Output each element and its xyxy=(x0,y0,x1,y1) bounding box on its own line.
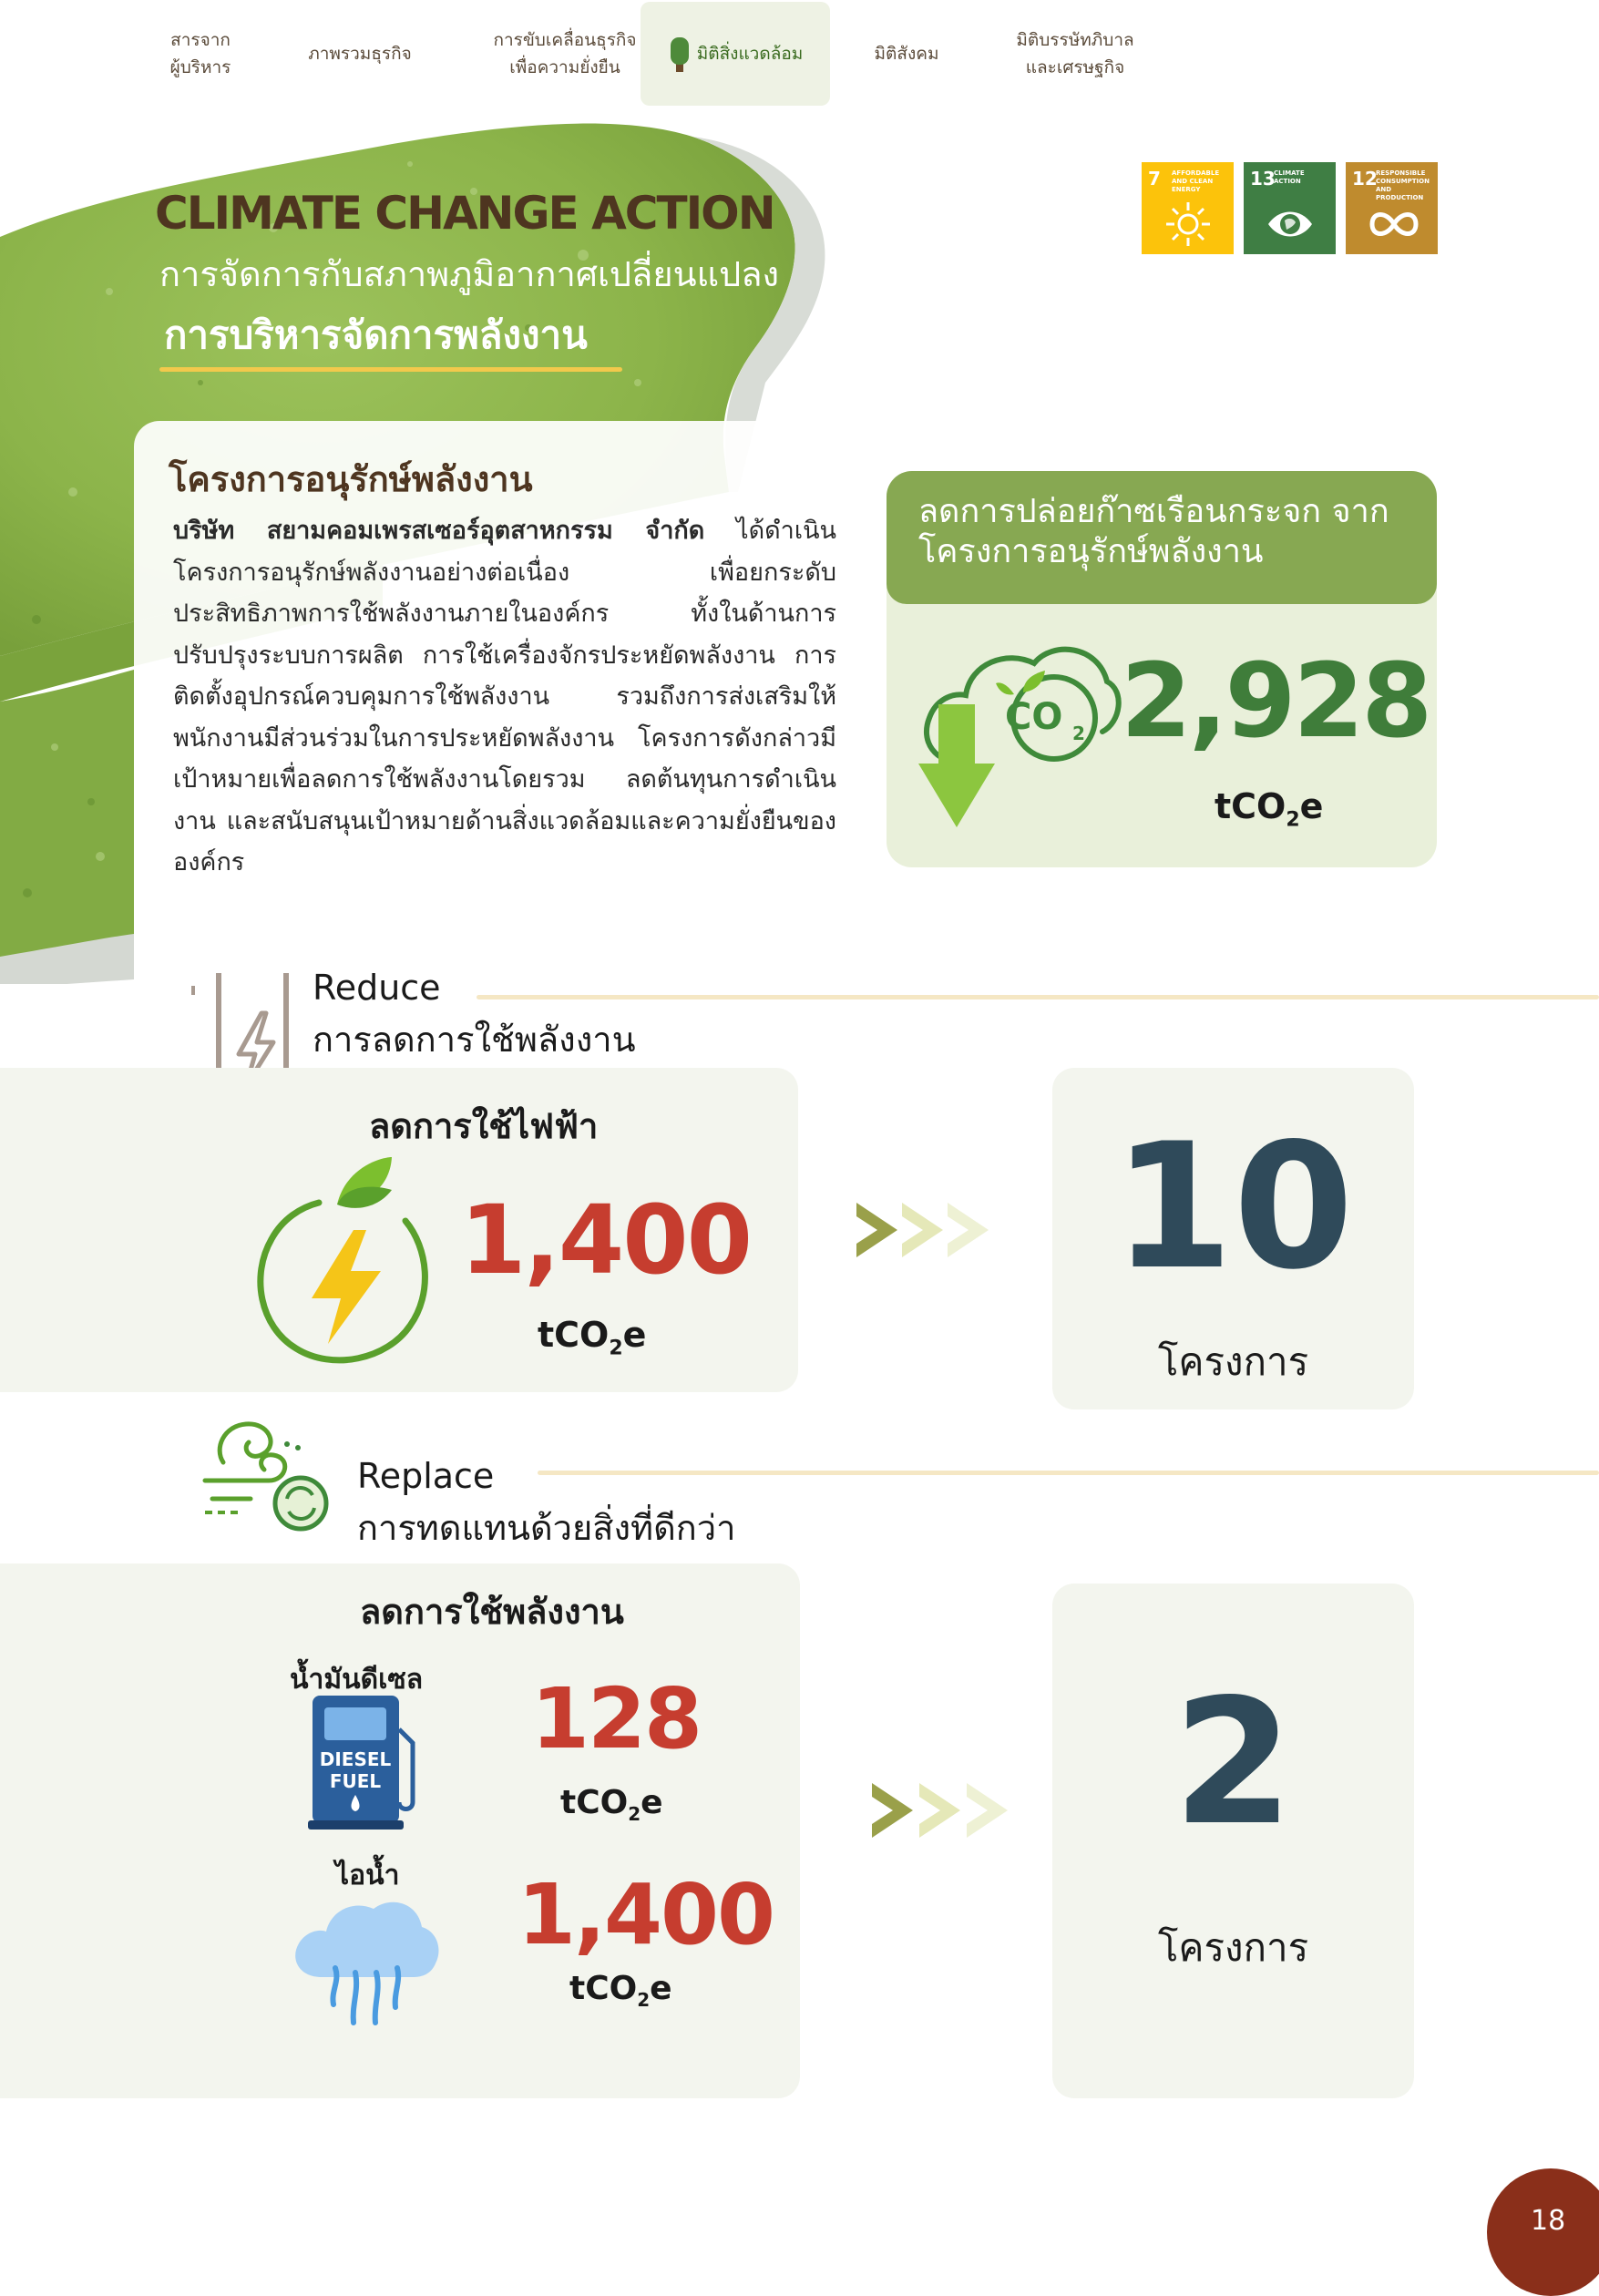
nav-item-social[interactable]: มิติสังคม xyxy=(874,44,939,64)
intro-paragraph xyxy=(173,510,836,884)
steam-label: ไอน้ำ xyxy=(335,1860,400,1891)
unit-main: tCO xyxy=(538,1315,610,1355)
sdg-number: 12 xyxy=(1352,168,1378,190)
reduce-heading-th: การลดการใช้พลังงาน xyxy=(313,1020,636,1060)
infinity-icon xyxy=(1368,200,1420,248)
subtitle-underline xyxy=(159,367,622,372)
chevrons-right-icon xyxy=(852,1198,998,1262)
top-navigation xyxy=(137,0,1194,109)
sdg-7-tile xyxy=(1142,162,1234,254)
unit-tail: e xyxy=(622,1315,647,1355)
replace-heading-en: Replace xyxy=(357,1456,495,1496)
steam-value: 1,400 xyxy=(518,1866,774,1963)
sdg-label: RESPONSIBLE CONSUMPTION AND PRODUCTION xyxy=(1376,169,1430,201)
diesel-unit xyxy=(560,1784,663,1825)
emission-value: 2,928 xyxy=(1121,642,1430,761)
sdg-number: 13 xyxy=(1250,168,1276,190)
wind-recycle-icon xyxy=(196,1408,333,1535)
pump-text-diesel: DIESEL xyxy=(319,1748,392,1770)
unit-sub: 2 xyxy=(637,1989,651,2012)
co2-label: CO xyxy=(1005,696,1063,738)
unit-tail: e xyxy=(650,1970,672,2007)
unit-main: tCO xyxy=(1215,786,1286,826)
diesel-label: น้ำมันดีเซล xyxy=(290,1664,424,1696)
intro-title: โครงการอนุรักษ์พลังงาน xyxy=(169,459,533,499)
unit-sub: 2 xyxy=(609,1337,623,1360)
nav-item-environment-label: มิติสิ่งแวดล้อม xyxy=(696,44,804,64)
unit-main: tCO xyxy=(560,1784,629,1821)
diesel-pump-icon xyxy=(308,1693,426,1834)
sdg-13-tile xyxy=(1244,162,1336,254)
co2-cloud-down-icon xyxy=(916,627,1125,832)
unit-sub: 2 xyxy=(628,1803,641,1826)
emission-heading: ลดการปล่อยก๊าซเรือนกระจก จากโครงการอนุรักษ์พลังงาน xyxy=(918,493,1389,570)
emission-unit xyxy=(1215,786,1323,832)
reduce-heading-en: Reduce xyxy=(313,968,441,1008)
company-name: บริษัท สยามคอมเพรสเซอร์อุตสาหกรรม จำกัด xyxy=(173,517,705,545)
steam-cloud-icon xyxy=(290,1891,445,2036)
tree-icon xyxy=(668,36,692,72)
unit-main: tCO xyxy=(569,1970,638,2007)
unit-sub: 2 xyxy=(1286,808,1300,832)
page-title-en: CLIMATE CHANGE ACTION xyxy=(155,187,774,240)
sdg-number: 7 xyxy=(1148,168,1161,190)
nav-item-executive-message[interactable]: สารจาก ผู้บริหาร xyxy=(169,30,231,77)
reduce-project-label: โครงการ xyxy=(1157,1339,1309,1384)
nav-item-governance-economy[interactable]: มิติบรรษัทภิบาล และเศรษฐกิจ xyxy=(1016,30,1134,77)
co2-subscript: 2 xyxy=(1072,723,1085,744)
replace-project-label: โครงการ xyxy=(1157,1925,1309,1970)
replace-heading-th: การทดแทนด้วยสิ่งที่ดีกว่า xyxy=(357,1508,736,1548)
reduce-unit xyxy=(538,1315,646,1360)
diesel-value: 128 xyxy=(531,1670,702,1768)
steam-unit xyxy=(569,1970,672,2011)
intro-text: ได้ดำเนินโครงการอนุรักษ์พลังงานอย่างต่อเนื่อง เพื่อยกระดับประสิทธิภาพการใช้พลังงานภายในองค์กร ทั้งในด้านการปรับปรุงระบบการผลิต การใช้เครื่องจักรประหยัดพลังงาน การติดตั้งอุปกรณ์ควบคุมการใช้พลังงาน รวมถึงการส่งเสริมให้พนักงานมีส่วนร่วมในการประหยัดพลังงาน โครงการดังกล่าวมีเป้าหมายเพื่อลดการใช้พลังงานโดยรวม ลดต้นทุนการดำเนินงาน และสนับสนุนเป้าหมายด้านสิ่งแวดล้อมและความยั่งยืนขององค์กร xyxy=(173,517,836,876)
page-subtitle: การบริหารจัดการพลังงาน xyxy=(164,313,588,357)
page-number: 18 xyxy=(1531,2205,1566,2237)
lightning-leaf-icon xyxy=(246,1148,442,1367)
reduce-panel-title: ลดการใช้ไฟฟ้า xyxy=(369,1106,599,1146)
page-title-th: การจัดการกับสภาพภูมิอากาศเปลี่ยนแปลง xyxy=(159,254,780,294)
chevrons-right-icon xyxy=(867,1778,1018,1842)
replace-panel-title: ลดการใช้พลังงาน xyxy=(360,1592,624,1632)
nav-item-environment[interactable] xyxy=(641,2,830,106)
nav-item-sustainability-drive[interactable]: การขับเคลื่อนธุรกิจ เพื่อความยั่งยืน xyxy=(493,30,637,77)
reduce-value: 1,400 xyxy=(460,1184,751,1296)
sdg-label: CLIMATE ACTION xyxy=(1274,169,1305,185)
replace-project-count: 2 xyxy=(1173,1662,1294,1863)
reduce-divider xyxy=(477,995,1599,999)
eye-globe-icon xyxy=(1266,200,1314,248)
unit-tail: e xyxy=(1299,786,1324,826)
nav-item-business-overview[interactable]: ภาพรวมธุรกิจ xyxy=(308,44,412,64)
replace-divider xyxy=(538,1471,1599,1475)
pump-text-fuel: FUEL xyxy=(329,1770,382,1792)
sdg-label: AFFORDABLE AND CLEAN ENERGY xyxy=(1172,169,1220,193)
sun-icon xyxy=(1164,200,1212,248)
reduce-project-count: 10 xyxy=(1112,1106,1354,1307)
unit-tail: e xyxy=(641,1784,663,1821)
sdg-12-tile xyxy=(1346,162,1438,254)
